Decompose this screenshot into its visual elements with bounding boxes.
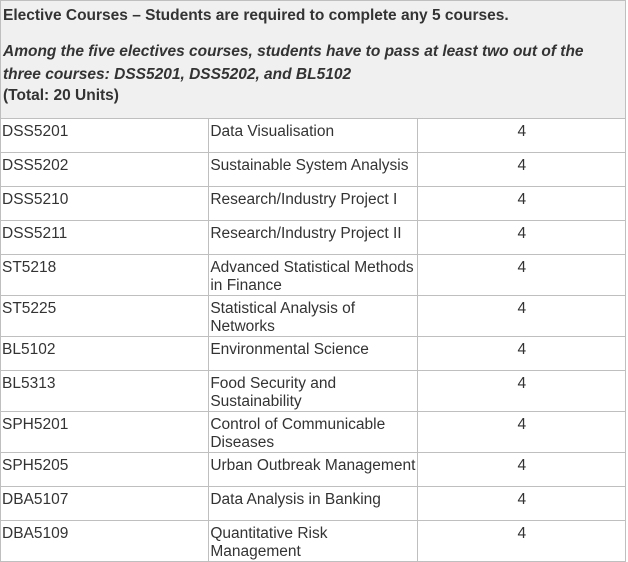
course-name: Statistical Analysis of Networks xyxy=(209,296,417,337)
table-row xyxy=(1,521,626,562)
table-row xyxy=(1,255,626,296)
total-units: (Total: 20 Units) xyxy=(3,87,119,104)
course-units: 4 xyxy=(417,221,625,255)
elective-title: Elective Courses – Students are required to complete any 5 courses. xyxy=(3,7,509,24)
course-name: Advanced Statistical Methods in Finance xyxy=(209,255,417,296)
course-name: Environmental Science xyxy=(209,337,417,371)
course-code: DSS5202 xyxy=(1,153,209,187)
course-units: 4 xyxy=(417,187,625,221)
course-code: DSS5210 xyxy=(1,187,209,221)
table-header-row xyxy=(1,1,626,119)
course-units: 4 xyxy=(417,371,625,412)
course-units: 4 xyxy=(417,412,625,453)
table-row xyxy=(1,337,626,371)
course-code: DBA5109 xyxy=(1,521,209,562)
course-units: 4 xyxy=(417,119,625,153)
course-code: ST5225 xyxy=(1,296,209,337)
table-row xyxy=(1,453,626,487)
elective-requirement-note: Among the five electives courses, students have to pass at least two out of the three courses: DSS5201, DSS5202, and BL5102 xyxy=(3,43,584,83)
course-code: DSS5211 xyxy=(1,221,209,255)
course-units: 4 xyxy=(417,337,625,371)
table-row xyxy=(1,371,626,412)
course-units: 4 xyxy=(417,487,625,521)
course-units: 4 xyxy=(417,521,625,562)
course-code: BL5102 xyxy=(1,337,209,371)
course-name: Control of Communicable Diseases xyxy=(209,412,417,453)
table-row xyxy=(1,187,626,221)
table-row xyxy=(1,153,626,187)
course-units: 4 xyxy=(417,255,625,296)
course-name: Research/Industry Project II xyxy=(209,221,417,255)
course-code: BL5313 xyxy=(1,371,209,412)
course-name: Sustainable System Analysis xyxy=(209,153,417,187)
table-row xyxy=(1,487,626,521)
course-name: Research/Industry Project I xyxy=(209,187,417,221)
course-name: Data Analysis in Banking xyxy=(209,487,417,521)
course-code: DBA5107 xyxy=(1,487,209,521)
course-units: 4 xyxy=(417,453,625,487)
course-code: SPH5201 xyxy=(1,412,209,453)
course-name: Urban Outbreak Management xyxy=(209,453,417,487)
table-row xyxy=(1,412,626,453)
course-units: 4 xyxy=(417,153,625,187)
course-code: ST5218 xyxy=(1,255,209,296)
course-code: DSS5201 xyxy=(1,119,209,153)
course-units: 4 xyxy=(417,296,625,337)
course-name: Data Visualisation xyxy=(209,119,417,153)
course-name: Food Security and Sustainability xyxy=(209,371,417,412)
course-code: SPH5205 xyxy=(1,453,209,487)
table-header-cell xyxy=(1,1,626,119)
course-name: Quantitative Risk Management xyxy=(209,521,417,562)
table-row xyxy=(1,296,626,337)
table-row xyxy=(1,221,626,255)
table-row xyxy=(1,119,626,153)
